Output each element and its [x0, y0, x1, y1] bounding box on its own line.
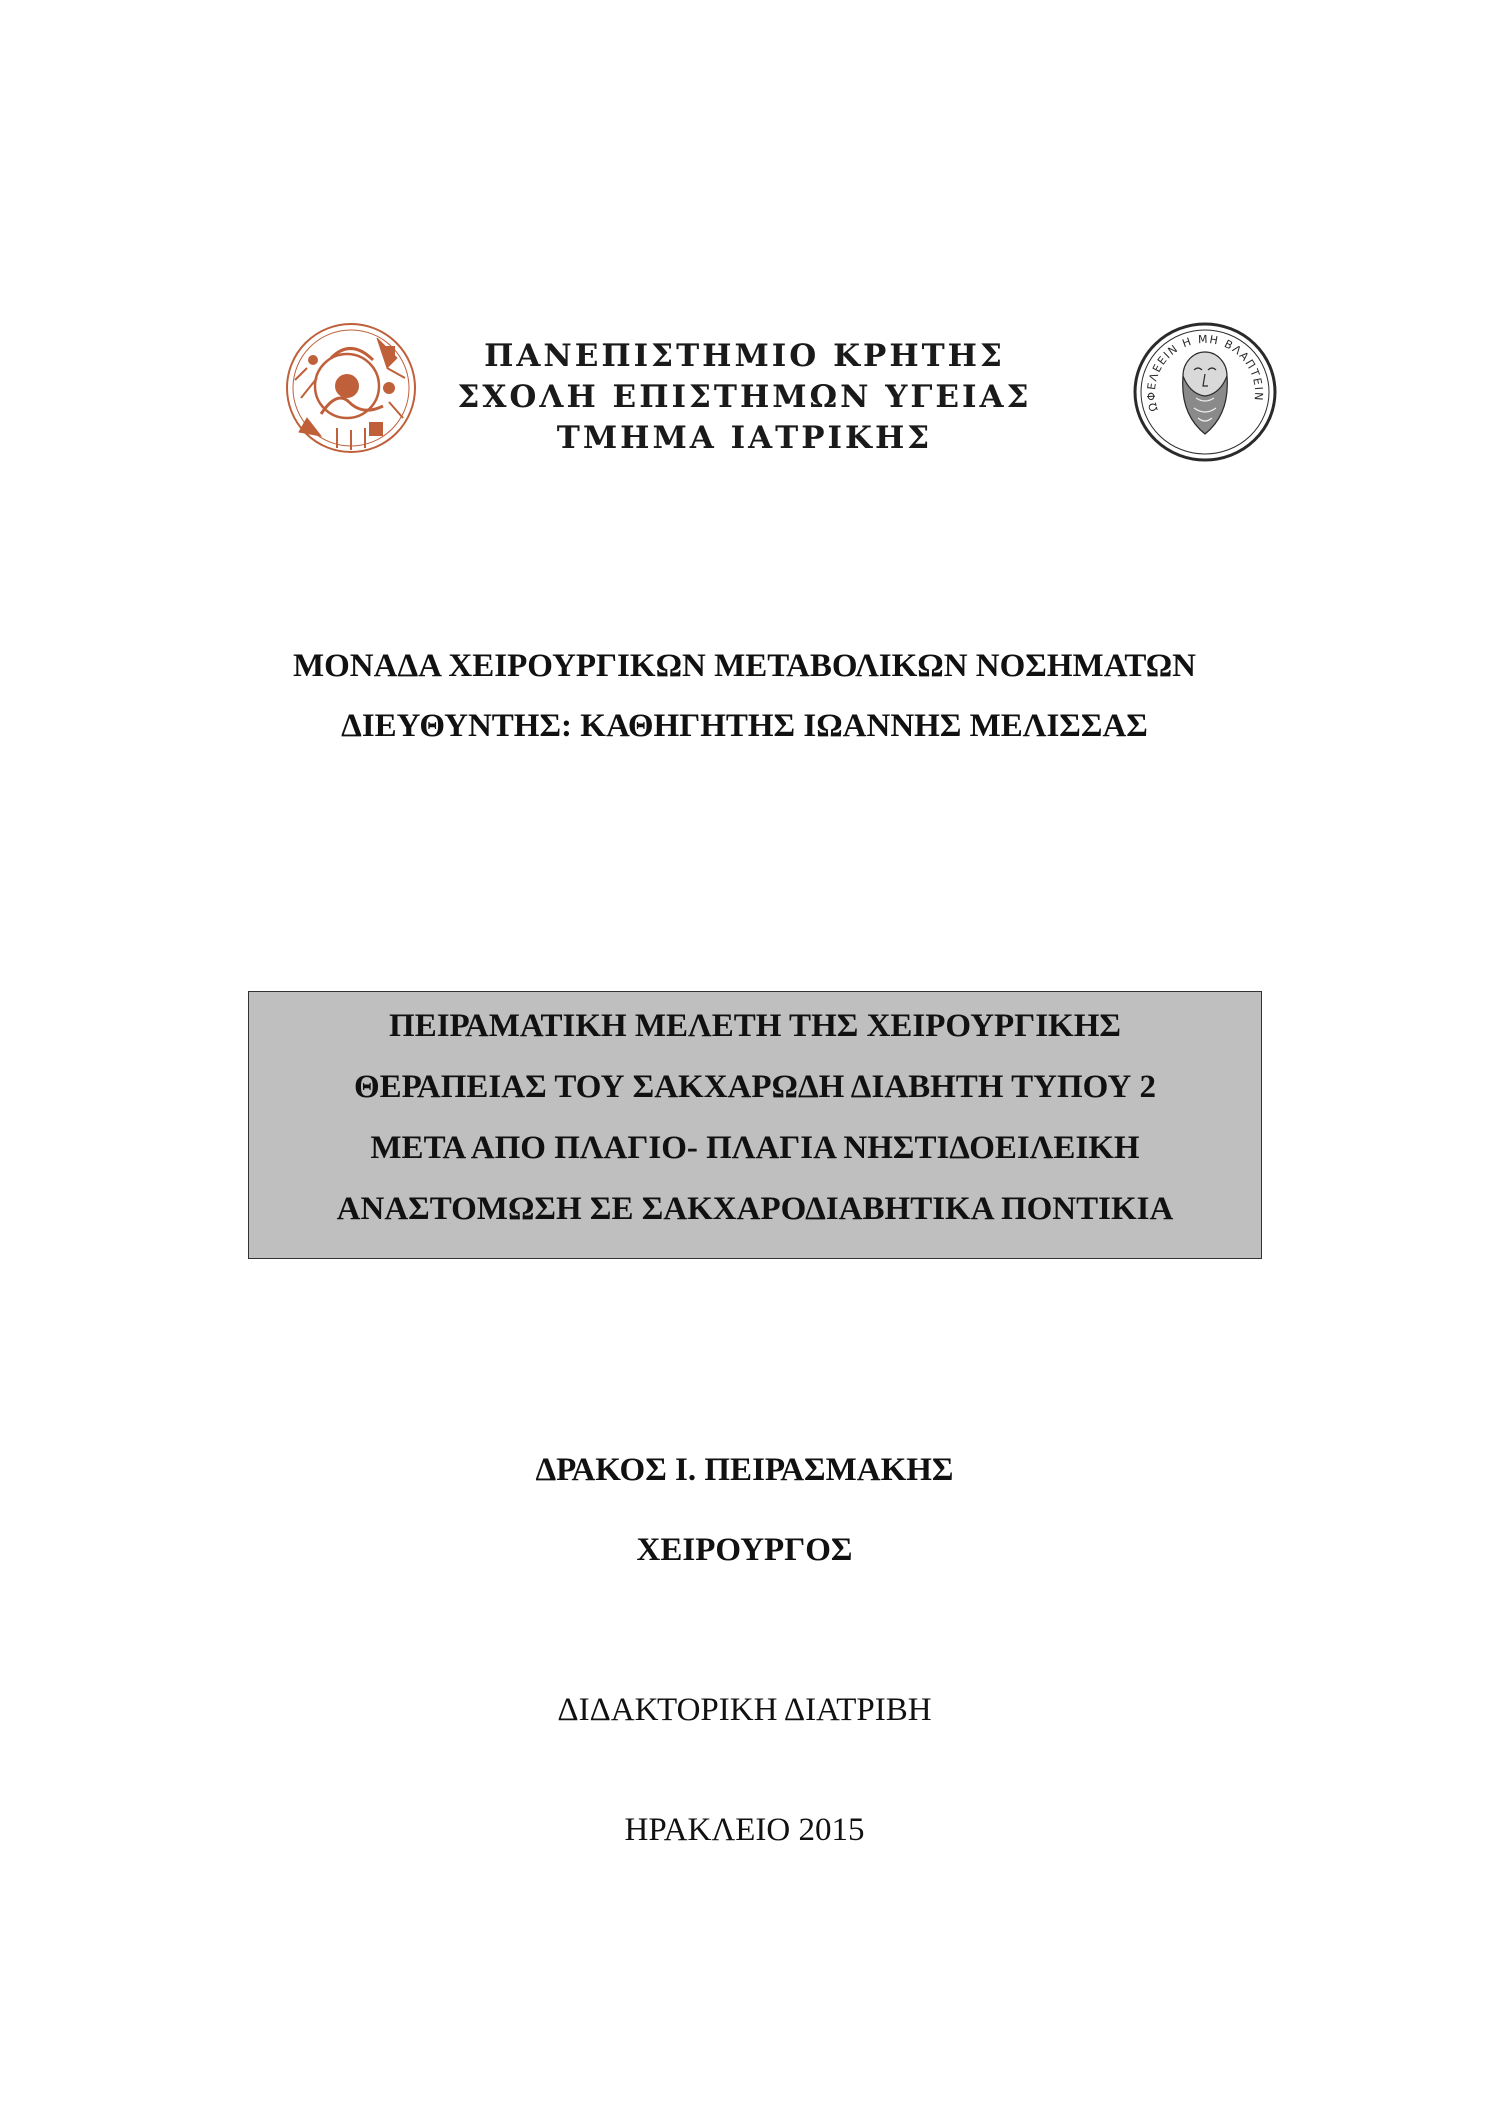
- unit-name: ΜΟΝΑΔΑ ΧΕΙΡΟΥΡΓΙΚΩΝ ΜΕΤΑΒΟΛΙΚΩΝ ΝΟΣΗΜΑΤΩΝ: [292, 648, 1196, 684]
- university-name: ΠΑΝΕΠΙΣΤΗΜΙΟ ΚΡΗΤΗΣ: [484, 338, 1005, 374]
- title-line: ΠΕΙΡΑΜΑΤΙΚΗ ΜΕΛΕΤΗ ΤΗΣ ΧΕΙΡΟΥΡΓΙΚΗΣ: [389, 1008, 1121, 1044]
- title-line: ΘΕΡΑΠΕΙΑΣ ΤΟΥ ΣΑΚΧΑΡΩΔΗ ΔΙΑΒΗΤΗ ΤΥΠΟΥ 2: [353, 1069, 1157, 1105]
- seal-text: ΩΦΕΛΕΕΙΝ Η ΜΗ ΒΛΑΠΤΕΙΝ: [1144, 332, 1266, 413]
- author-role: ΧΕΙΡΟΥΡΓΟΣ: [636, 1532, 853, 1568]
- thesis-title-box: [248, 991, 1262, 1259]
- university-header: [0, 318, 1489, 468]
- unit-director: ΔΙΕΥΘΥΝΤΗΣ: ΚΑΘΗΓΗΤΗΣ ΙΩΑΝΝΗΣ ΜΕΛΙΣΣΑΣ: [341, 708, 1148, 744]
- place-year: ΗΡΑΚΛΕΙΟ 2015: [624, 1812, 865, 1848]
- document-type: ΔΙΔΑΚΤΟΡΙΚΗ ΔΙΑΤΡΙΒΗ: [557, 1692, 932, 1728]
- department-name: ΤΜΗΜΑ ΙΑΤΡΙΚΗΣ: [556, 420, 933, 456]
- title-line: ΜΕΤΑ ΑΠΟ ΠΛΑΓΙΟ- ΠΛΑΓΙΑ ΝΗΣΤΙΔΟΕΙΛΕΙΚΗ: [370, 1130, 1140, 1166]
- author-name: ΔΡΑΚΟΣ Ι. ΠΕΙΡΑΣΜΑΚΗΣ: [535, 1452, 954, 1488]
- unit-block: [0, 636, 1489, 756]
- medical-school-seal: [1130, 318, 1280, 466]
- title-line: ΑΝΑΣΤΟΜΩΣΗ ΣΕ ΣΑΚΧΑΡΟΔΙΑΒΗΤΙΚΑ ΠΟΝΤΙΚΙΑ: [336, 1191, 1174, 1227]
- school-name: ΣΧΟΛΗ ΕΠΙΣΤΗΜΩΝ ΥΓΕΙΑΣ: [457, 379, 1032, 415]
